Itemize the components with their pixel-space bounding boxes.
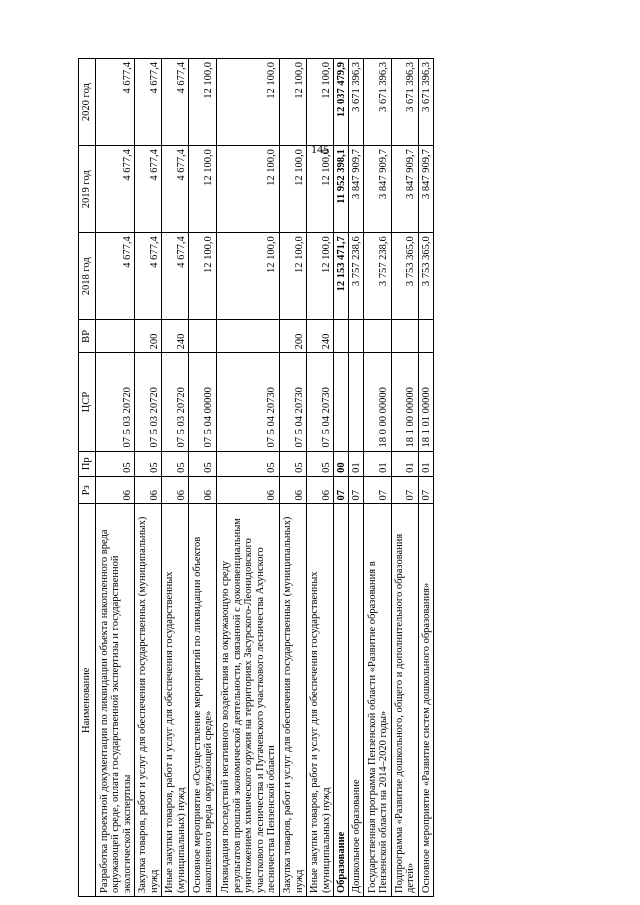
cell-rz: 07 (334, 476, 349, 504)
cell-2020: 12 100,0 (189, 59, 216, 146)
cell-csr: 07 5 04 00000 (189, 353, 216, 451)
cell-pr: 01 (418, 451, 433, 476)
cell-2020: 12 100,0 (307, 59, 334, 146)
cell-name: Иные закупки товаров, работ и услуг для обеспечения государственных (муниципальных) нужд (162, 504, 189, 897)
table-row (364, 59, 391, 897)
cell-pr: 01 (391, 451, 418, 476)
cell-2019: 4 677,4 (162, 146, 189, 233)
cell-pr: 01 (349, 451, 364, 476)
cell-vr: 200 (279, 320, 306, 353)
cell-pr: 05 (135, 451, 162, 476)
cell-name: Основное мероприятие «Осуществление мероприятий по ликвидации объектов накопленного вреда окружающей среде» (189, 504, 216, 897)
budget-table (78, 58, 434, 897)
cell-pr: 05 (96, 451, 135, 476)
table-header-row (79, 59, 96, 897)
cell-2020: 3 671 396,3 (349, 59, 364, 146)
cell-vr: 200 (135, 320, 162, 353)
cell-2018: 3 757 238,6 (349, 233, 364, 320)
cell-rz: 06 (279, 476, 306, 504)
cell-vr: 240 (162, 320, 189, 353)
table-row (135, 59, 162, 897)
table-row (189, 59, 216, 897)
page-number: 145 (311, 142, 329, 156)
cell-2020: 12 100,0 (216, 59, 279, 146)
cell-vr (418, 320, 433, 353)
cell-vr (96, 320, 135, 353)
cell-rz: 07 (349, 476, 364, 504)
table-row (279, 59, 306, 897)
cell-2018: 4 677,4 (96, 233, 135, 320)
header-name: Наименование (79, 504, 96, 897)
cell-2018: 3 753 365,0 (418, 233, 433, 320)
cell-vr (216, 320, 279, 353)
cell-pr: 01 (364, 451, 391, 476)
cell-2019: 12 100,0 (307, 146, 334, 233)
cell-2018: 4 677,4 (135, 233, 162, 320)
cell-name: Подпрограмма «Развитие дошкольного, общего и дополнительного образования детей» (391, 504, 418, 897)
table-row (391, 59, 418, 897)
cell-2018: 12 100,0 (307, 233, 334, 320)
table-row (307, 59, 334, 897)
cell-csr: 07 5 04 20730 (307, 353, 334, 451)
header-2019: 2019 год (79, 146, 96, 233)
header-pr: Пр (79, 451, 96, 476)
cell-2018: 4 677,4 (162, 233, 189, 320)
cell-2020: 3 671 396,3 (364, 59, 391, 146)
cell-2020: 12 037 479,9 (334, 59, 349, 146)
cell-rz: 06 (96, 476, 135, 504)
cell-2018: 3 757 238,6 (364, 233, 391, 320)
header-csr: ЦСР (79, 353, 96, 451)
cell-csr: 07 5 03 20720 (135, 353, 162, 451)
cell-2019: 12 100,0 (216, 146, 279, 233)
cell-csr: 07 5 03 20720 (162, 353, 189, 451)
cell-name: Ликвидация последствий негативного воздействия на окружающую среду результатов прошлой экономической деятельности, связанной с доконвенциальным уничтожением химического оружия на территориях Засурского-Леонидовского участкового лесничества и Пугачевского участкового лесничества Ахунского лесничества Пензенской области (216, 504, 279, 897)
cell-csr: 18 1 00 00000 (391, 353, 418, 451)
cell-pr: 05 (189, 451, 216, 476)
cell-2018: 3 753 365,0 (391, 233, 418, 320)
cell-csr (349, 353, 364, 451)
cell-rz: 07 (391, 476, 418, 504)
header-2020: 2020 год (79, 59, 96, 146)
cell-2018: 12 153 471,7 (334, 233, 349, 320)
cell-vr (391, 320, 418, 353)
table-body (96, 59, 434, 897)
header-rz: Рз (79, 476, 96, 504)
cell-2019: 3 847 909,7 (418, 146, 433, 233)
table-row (162, 59, 189, 897)
cell-2020: 4 677,4 (162, 59, 189, 146)
cell-name: Закупка товаров, работ и услуг для обеспечения государственных (муниципальных) нужд (279, 504, 306, 897)
cell-2019: 3 847 909,7 (349, 146, 364, 233)
table-row (334, 59, 349, 897)
cell-2019: 4 677,4 (96, 146, 135, 233)
cell-vr (189, 320, 216, 353)
cell-rz: 06 (135, 476, 162, 504)
cell-2020: 4 677,4 (96, 59, 135, 146)
cell-pr: 05 (162, 451, 189, 476)
cell-rz: 06 (162, 476, 189, 504)
cell-csr: 07 5 04 20730 (279, 353, 306, 451)
cell-csr: 07 5 04 20730 (216, 353, 279, 451)
cell-csr: 07 5 03 20720 (96, 353, 135, 451)
cell-name: Образование (334, 504, 349, 897)
cell-2020: 4 677,4 (135, 59, 162, 146)
cell-pr: 05 (216, 451, 279, 476)
cell-csr: 18 0 00 00000 (364, 353, 391, 451)
cell-csr (334, 353, 349, 451)
table-row (216, 59, 279, 897)
cell-name: Дошкольное образование (349, 504, 364, 897)
cell-name: Разработка проектной документации по ликвидации объекта накопленного вреда окружающей среде, оплата государственной экспертизы и государственной экологической экспертизы (96, 504, 135, 897)
table-row (349, 59, 364, 897)
cell-2020: 3 671 396,3 (418, 59, 433, 146)
cell-2020: 12 100,0 (279, 59, 306, 146)
cell-rz: 06 (189, 476, 216, 504)
cell-vr: 240 (307, 320, 334, 353)
cell-csr: 18 1 01 00000 (418, 353, 433, 451)
cell-pr: 05 (307, 451, 334, 476)
cell-2018: 12 100,0 (279, 233, 306, 320)
cell-vr (334, 320, 349, 353)
cell-rz: 06 (307, 476, 334, 504)
cell-name: Основное мероприятие «Развитие систем дошкольного образования» (418, 504, 433, 897)
cell-rz: 07 (418, 476, 433, 504)
cell-pr: 05 (279, 451, 306, 476)
cell-rz: 07 (364, 476, 391, 504)
cell-2019: 3 847 909,7 (364, 146, 391, 233)
cell-name: Государственная программа Пензенской области «Развитие образования в Пензенской области на 2014–2020 годы» (364, 504, 391, 897)
table-row (96, 59, 135, 897)
budget-table-rotated (78, 58, 434, 897)
cell-2018: 12 100,0 (216, 233, 279, 320)
cell-name: Иные закупки товаров, работ и услуг для обеспечения государственных (муниципальных) нужд (307, 504, 334, 897)
header-vr: ВР (79, 320, 96, 353)
cell-2019: 11 952 398,1 (334, 146, 349, 233)
cell-rz: 06 (216, 476, 279, 504)
cell-vr (349, 320, 364, 353)
cell-2019: 12 100,0 (189, 146, 216, 233)
header-2018: 2018 год (79, 233, 96, 320)
cell-2020: 3 671 396,3 (391, 59, 418, 146)
table-row (418, 59, 433, 897)
cell-name: Закупка товаров, работ и услуг для обеспечения государственных (муниципальных) нужд (135, 504, 162, 897)
cell-pr: 00 (334, 451, 349, 476)
cell-2019: 4 677,4 (135, 146, 162, 233)
cell-2019: 3 847 909,7 (391, 146, 418, 233)
cell-vr (364, 320, 391, 353)
cell-2018: 12 100,0 (189, 233, 216, 320)
cell-2019: 12 100,0 (279, 146, 306, 233)
